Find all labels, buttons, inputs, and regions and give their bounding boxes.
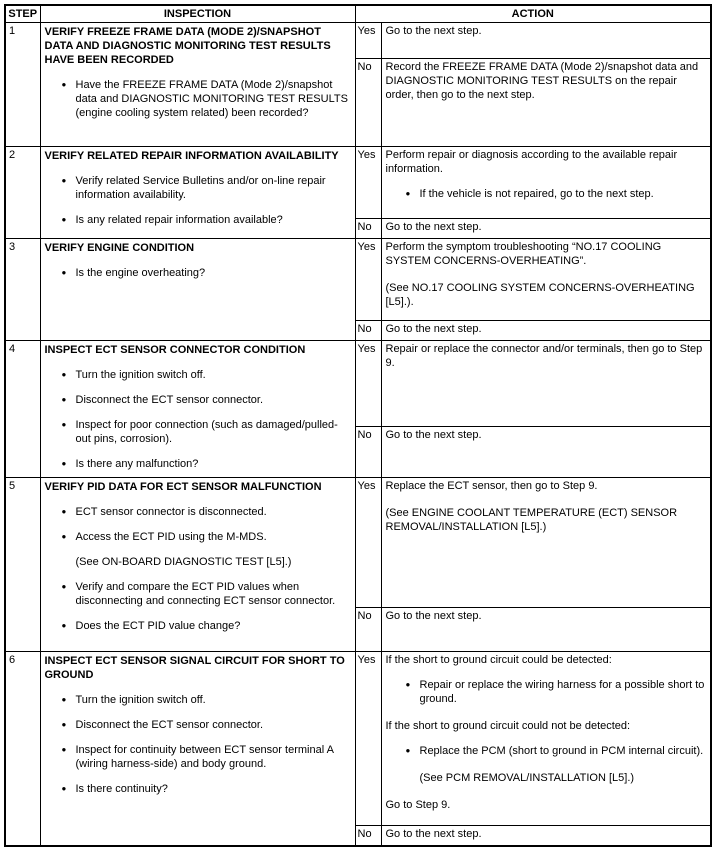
step-cell: 3 — [5, 239, 40, 341]
table-row — [5, 652, 711, 826]
bullet-icon: ● — [61, 582, 67, 591]
action-cell — [381, 147, 711, 219]
answer-cell: Yes — [355, 478, 381, 608]
bullet-item — [45, 213, 351, 227]
bullet-icon: ● — [61, 532, 67, 541]
bullet-icon: ● — [61, 621, 67, 630]
bullet-text: If the vehicle is not repaired, go to the next step. — [419, 188, 654, 200]
table-row — [5, 147, 711, 219]
note-text: (See PCM REMOVAL/INSTALLATION [L5].) — [419, 772, 635, 784]
action-cell — [381, 23, 711, 59]
answer-cell: Yes — [355, 147, 381, 219]
bullet-text: Disconnect the ECT sensor connector. — [75, 719, 264, 731]
bullet-icon: ● — [61, 370, 67, 379]
inspection-cell — [40, 341, 355, 478]
bullet-item — [45, 368, 351, 382]
inspection-cell — [40, 652, 355, 847]
table-row — [5, 341, 711, 427]
bullet-icon: ● — [61, 268, 67, 277]
answer-cell: No — [355, 826, 381, 847]
action-text: Replace the ECT sensor, then go to Step 9. — [385, 480, 598, 492]
bullet-text: Replace the PCM (short to ground in PCM internal circuit). — [419, 745, 704, 757]
bullet-text: Inspect for continuity between ECT sensor terminal A (wiring harness-side) and body ground. — [75, 744, 334, 770]
action-cell — [381, 219, 711, 239]
inspection-cell — [40, 478, 355, 652]
action-text: (See ENGINE COOLANT TEMPERATURE (ECT) SENSOR REMOVAL/INSTALLATION [L5].) — [385, 507, 678, 533]
inspection-title: VERIFY PID DATA FOR ECT SENSOR MALFUNCTION — [44, 481, 322, 493]
bullet-text: Is there continuity? — [75, 783, 168, 795]
action-text: Go to the next step. — [385, 828, 482, 840]
col-header-action: ACTION — [355, 5, 711, 23]
inspection-title: VERIFY ENGINE CONDITION — [44, 242, 195, 254]
inspection-title: VERIFY FREEZE FRAME DATA (MODE 2)/SNAPSHOT DATA AND DIAGNOSTIC MONITORING TEST RESULTS HAVE BEEN RECORDED — [44, 26, 331, 66]
action-cell — [381, 652, 711, 826]
table-row — [5, 239, 711, 321]
bullet-text: Repair or replace the wiring harness for a possible short to ground. — [419, 679, 705, 705]
inspection-title: INSPECT ECT SENSOR CONNECTOR CONDITION — [44, 344, 306, 356]
table-row — [5, 23, 711, 59]
bullet-item — [45, 174, 351, 202]
header-row — [5, 5, 711, 23]
bullet-icon: ● — [61, 507, 67, 516]
answer-cell: No — [355, 219, 381, 239]
action-cell — [381, 59, 711, 147]
bullet-text: Verify and compare the ECT PID values when disconnecting and connecting ECT sensor connector. — [75, 581, 336, 607]
answer-cell: No — [355, 321, 381, 341]
bullet-text: Access the ECT PID using the M-MDS. — [75, 531, 267, 543]
bullet-icon: ● — [61, 784, 67, 793]
action-cell — [381, 321, 711, 341]
action-text: Perform the symptom troubleshooting “NO.17 COOLING SYSTEM CONCERNS-OVERHEATING”. — [385, 241, 662, 267]
action-cell — [381, 341, 711, 427]
step-cell: 6 — [5, 652, 40, 847]
bullet-text: Is the engine overheating? — [75, 267, 206, 279]
answer-cell: No — [355, 59, 381, 147]
bullet-item — [45, 505, 351, 519]
inspection-cell — [40, 147, 355, 239]
bullet-icon: ● — [61, 720, 67, 729]
action-text: Go to the next step. — [385, 323, 482, 335]
action-text: Go to the next step. — [385, 610, 482, 622]
action-text: Go to Step 9. — [385, 799, 451, 811]
bullet-item — [45, 530, 351, 544]
bullet-item — [45, 718, 351, 732]
bullet-text: Verify related Service Bulletins and/or on-line repair information availability. — [75, 175, 326, 201]
bullet-text: Does the ECT PID value change? — [75, 620, 241, 632]
bullet-icon: ● — [61, 176, 67, 185]
bullet-icon: ● — [61, 80, 67, 89]
bullet-icon: ● — [61, 215, 67, 224]
bullet-item — [45, 266, 351, 280]
action-bullet — [386, 187, 707, 201]
bullet-text: Turn the ignition switch off. — [75, 369, 206, 381]
col-header-inspection: INSPECTION — [40, 5, 355, 23]
bullet-icon: ● — [405, 680, 411, 689]
bullet-text: Disconnect the ECT sensor connector. — [75, 394, 264, 406]
bullet-icon: ● — [405, 189, 411, 198]
inspection-title: VERIFY RELATED REPAIR INFORMATION AVAILABILITY — [44, 150, 339, 162]
inspection-cell — [40, 23, 355, 147]
action-text: Record the FREEZE FRAME DATA (Mode 2)/snapshot data and DIAGNOSTIC MONITORING TEST RESULTS on the repair order, then go to the next step. — [385, 61, 699, 101]
answer-cell: Yes — [355, 341, 381, 427]
col-header-step: STEP — [5, 5, 40, 23]
bullet-text: Have the FREEZE FRAME DATA (Mode 2)/snapshot data and DIAGNOSTIC MONITORING TEST RESULTS (engine cooling system related) been recorded? — [75, 79, 348, 119]
bullet-item — [45, 418, 351, 446]
action-cell — [381, 608, 711, 652]
bullet-item — [45, 78, 351, 120]
step-cell: 5 — [5, 478, 40, 652]
bullet-item — [45, 782, 351, 796]
bullet-text: Is any related repair information available? — [75, 214, 283, 226]
bullet-icon: ● — [61, 695, 67, 704]
action-text: Perform repair or diagnosis according to the available repair information. — [385, 149, 678, 175]
action-cell — [381, 478, 711, 608]
action-text: If the short to ground circuit could be detected: — [385, 654, 612, 666]
bullet-icon: ● — [405, 746, 411, 755]
step-cell: 2 — [5, 147, 40, 239]
action-text: Go to the next step. — [385, 428, 482, 441]
action-text: If the short to ground circuit could not be detected: — [385, 720, 631, 732]
note-text: (See ON-BOARD DIAGNOSTIC TEST [L5].) — [75, 556, 292, 568]
bullet-item — [45, 580, 351, 608]
bullet-text: Is there any malfunction? — [75, 458, 199, 470]
bullet-icon: ● — [61, 420, 67, 429]
inspection-title: INSPECT ECT SENSOR SIGNAL CIRCUIT FOR SHORT TO GROUND — [44, 655, 345, 681]
action-cell — [381, 426, 711, 477]
action-text: Repair or replace the connector and/or terminals, then go to Step 9. — [385, 343, 703, 369]
action-text: (See NO.17 COOLING SYSTEM CONCERNS-OVERHEATING [L5].). — [385, 282, 695, 308]
answer-cell: No — [355, 608, 381, 652]
bullet-icon: ● — [61, 395, 67, 404]
action-cell — [381, 826, 711, 847]
bullet-icon: ● — [61, 459, 67, 468]
action-bullet — [386, 744, 707, 758]
bullet-item — [45, 693, 351, 707]
action-cell — [381, 239, 711, 321]
inspection-cell — [40, 239, 355, 341]
bullet-item — [45, 619, 351, 633]
step-cell: 1 — [5, 23, 40, 147]
table-row — [5, 478, 711, 608]
bullet-item — [45, 743, 351, 771]
answer-cell: Yes — [355, 652, 381, 826]
bullet-text: Inspect for poor connection (such as damaged/pulled-out pins, corrosion). — [75, 419, 338, 445]
action-text: Go to the next step. — [385, 25, 482, 37]
bullet-item — [45, 393, 351, 407]
bullet-item — [45, 457, 351, 471]
bullet-icon: ● — [61, 745, 67, 754]
answer-cell: No — [355, 426, 381, 477]
bullet-text: ECT sensor connector is disconnected. — [75, 506, 267, 518]
action-text: Go to the next step. — [385, 221, 482, 233]
troubleshooting-table — [4, 4, 712, 847]
answer-cell: Yes — [355, 239, 381, 321]
bullet-text: Turn the ignition switch off. — [75, 694, 206, 706]
action-bullet — [386, 678, 707, 706]
answer-cell: Yes — [355, 23, 381, 59]
step-cell: 4 — [5, 341, 40, 478]
